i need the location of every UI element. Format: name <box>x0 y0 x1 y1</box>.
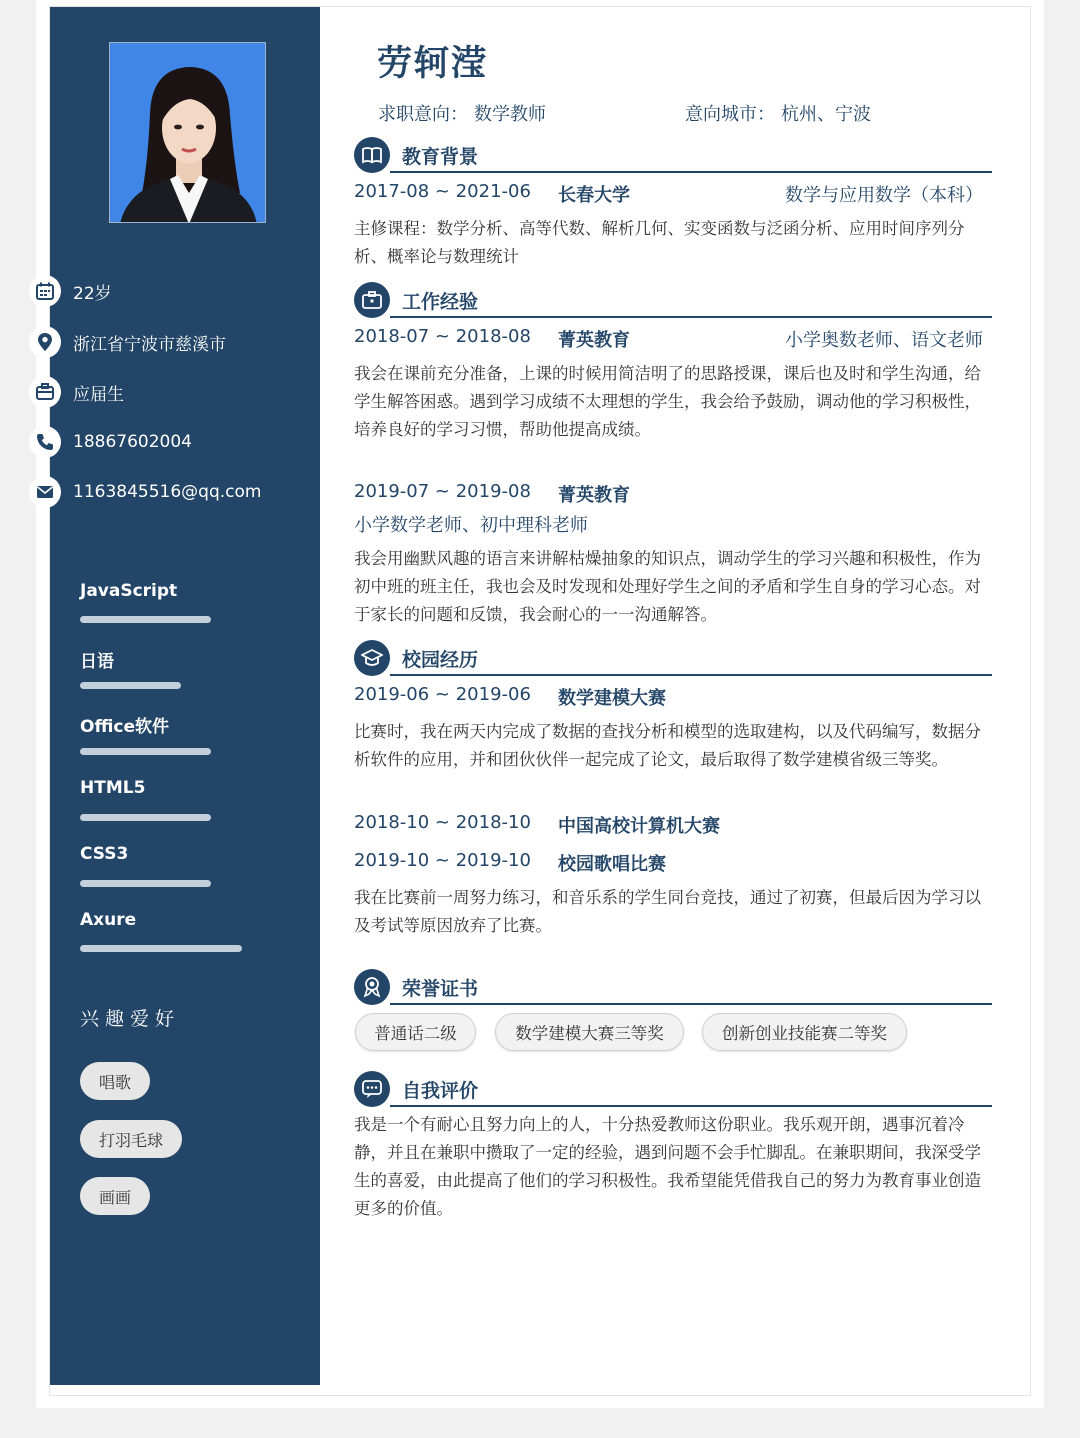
briefcase-icon <box>354 282 390 318</box>
section-divider <box>390 674 992 676</box>
skill-bar-axure <box>80 945 242 952</box>
education-major: 数学与应用数学（本科） <box>785 185 983 206</box>
info-age <box>29 274 112 308</box>
phone-text: 18867602004 <box>73 432 192 452</box>
education-date: 2017-08 ~ 2021-06 <box>354 181 531 202</box>
section-divider <box>390 316 992 318</box>
medal-icon <box>354 969 390 1005</box>
skill-office: Office软件 <box>80 717 170 737</box>
age-text: 22岁 <box>73 283 112 304</box>
section-title: 自我评价 <box>402 1080 479 1102</box>
location-text: 浙江省宁波市慈溪市 <box>73 334 226 355</box>
campus-org: 校园歌唱比赛 <box>558 854 666 875</box>
campus-date: 2019-06 ~ 2019-06 <box>354 684 531 705</box>
hobby-tag: 打羽毛球 <box>80 1120 182 1158</box>
phone-icon <box>29 426 61 458</box>
hobbies-title: 兴趣爱好 <box>80 1008 181 1030</box>
hobby-tag: 唱歌 <box>80 1062 150 1100</box>
section-divider <box>390 1003 992 1005</box>
education-courses: 主修课程：数学分析、高等代数、解析几何、实变函数与泛函分析、应用时间序列分析、概率论与数理统计 <box>354 219 965 266</box>
skill-bar-office <box>80 748 211 755</box>
section-work-header <box>354 282 992 320</box>
section-honors-header <box>354 969 992 1007</box>
book-icon <box>354 137 390 173</box>
skill-bar-html5 <box>80 814 211 821</box>
skill-japanese: 日语 <box>80 652 114 672</box>
skill-css3: CSS3 <box>80 844 129 864</box>
chat-bubble-icon <box>354 1071 390 1107</box>
honor-tag: 创新创业技能赛二等奖 <box>702 1013 907 1051</box>
campus-org: 数学建模大赛 <box>558 688 666 709</box>
skill-javascript: JavaScript <box>80 581 178 601</box>
info-phone <box>29 425 192 459</box>
job-intent-label: 求职意向： <box>378 104 468 125</box>
city-intent <box>685 100 871 126</box>
education-school: 长春大学 <box>558 185 630 206</box>
skill-axure: Axure <box>80 910 137 930</box>
work-org: 菁英教育 <box>558 485 630 506</box>
candidate-name: 劳轲滢 <box>377 44 489 84</box>
city-intent-value: 杭州、宁波 <box>781 104 871 125</box>
campus-org: 中国高校计算机大赛 <box>558 816 720 837</box>
skill-bar-japanese <box>80 682 181 689</box>
status-text: 应届生 <box>73 384 124 405</box>
skill-bar-javascript <box>80 616 211 623</box>
profile-photo <box>109 42 266 223</box>
section-divider <box>390 1105 992 1107</box>
work-date: 2019-07 ~ 2019-08 <box>354 481 531 502</box>
info-status <box>29 375 124 409</box>
graduation-cap-icon <box>354 640 390 676</box>
job-intent <box>378 100 546 126</box>
work-org: 菁英教育 <box>558 330 630 351</box>
email-text: 1163845516@qq.com <box>73 482 262 502</box>
campus-desc: 我在比赛前一周努力练习，和音乐系的学生同台竞技，通过了初赛，但最后因为学习以及考试等原因放弃了比赛。 <box>354 888 981 935</box>
campus-date: 2018-10 ~ 2018-10 <box>354 812 531 833</box>
calendar-icon <box>29 275 61 307</box>
location-pin-icon <box>29 326 61 358</box>
section-title: 教育背景 <box>402 146 479 168</box>
work-role: 小学奥数老师、语文老师 <box>785 330 983 351</box>
skill-bar-css3 <box>80 880 211 887</box>
section-divider <box>390 171 992 173</box>
city-intent-label: 意向城市： <box>685 104 775 125</box>
work-desc: 我会在课前充分准备，上课的时候用简洁明了的思路授课，课后也及时和学生沟通，给学生解答困惑。遇到学习成绩不太理想的学生，我会给予鼓励，调动他的学习积极性，培养良好的学习习惯，帮助他提高成绩。 <box>354 364 981 439</box>
work-role: 小学数学老师、初中理科老师 <box>354 515 588 536</box>
info-location <box>29 325 226 359</box>
section-education-header <box>354 137 992 175</box>
honor-tag: 普通话二级 <box>355 1013 476 1051</box>
section-self-header <box>354 1071 992 1109</box>
section-title: 工作经验 <box>402 291 479 313</box>
hobby-tag: 画画 <box>80 1177 150 1215</box>
section-title: 荣誉证书 <box>402 978 479 1000</box>
info-email <box>29 475 261 509</box>
campus-date: 2019-10 ~ 2019-10 <box>354 850 531 871</box>
mail-icon <box>29 476 61 508</box>
work-date: 2018-07 ~ 2018-08 <box>354 326 531 347</box>
job-intent-value: 数学教师 <box>474 104 546 125</box>
skill-html5: HTML5 <box>80 778 146 798</box>
briefcase-icon <box>29 376 61 408</box>
campus-desc: 比赛时，我在两天内完成了数据的查找分析和模型的选取建构，以及代码编写，数据分析软件的应用，并和团伙伙伴一起完成了论文，最后取得了数学建模省级三等奖。 <box>354 722 981 769</box>
self-evaluation-text: 我是一个有耐心且努力向上的人，十分热爱教师这份职业。我乐观开朗，遇事沉着冷静，并且在兼职中攒取了一定的经验，遇到问题不会手忙脚乱。在兼职期间，我深受学生的喜爱，由此提高了他们的学习积极性。我希望能凭借我自己的努力为教育事业创造更多的价值。 <box>354 1115 981 1218</box>
work-desc: 我会用幽默风趣的语言来讲解枯燥抽象的知识点，调动学生的学习兴趣和积极性，作为初中班的班主任，我也会及时发现和处理好学生之间的矛盾和学生自身的学习心态。对于家长的问题和反馈，我会耐心的一一沟通解答。 <box>354 549 981 624</box>
honor-tag: 数学建模大赛三等奖 <box>495 1013 684 1051</box>
section-title: 校园经历 <box>402 649 479 671</box>
section-campus-header <box>354 640 992 678</box>
